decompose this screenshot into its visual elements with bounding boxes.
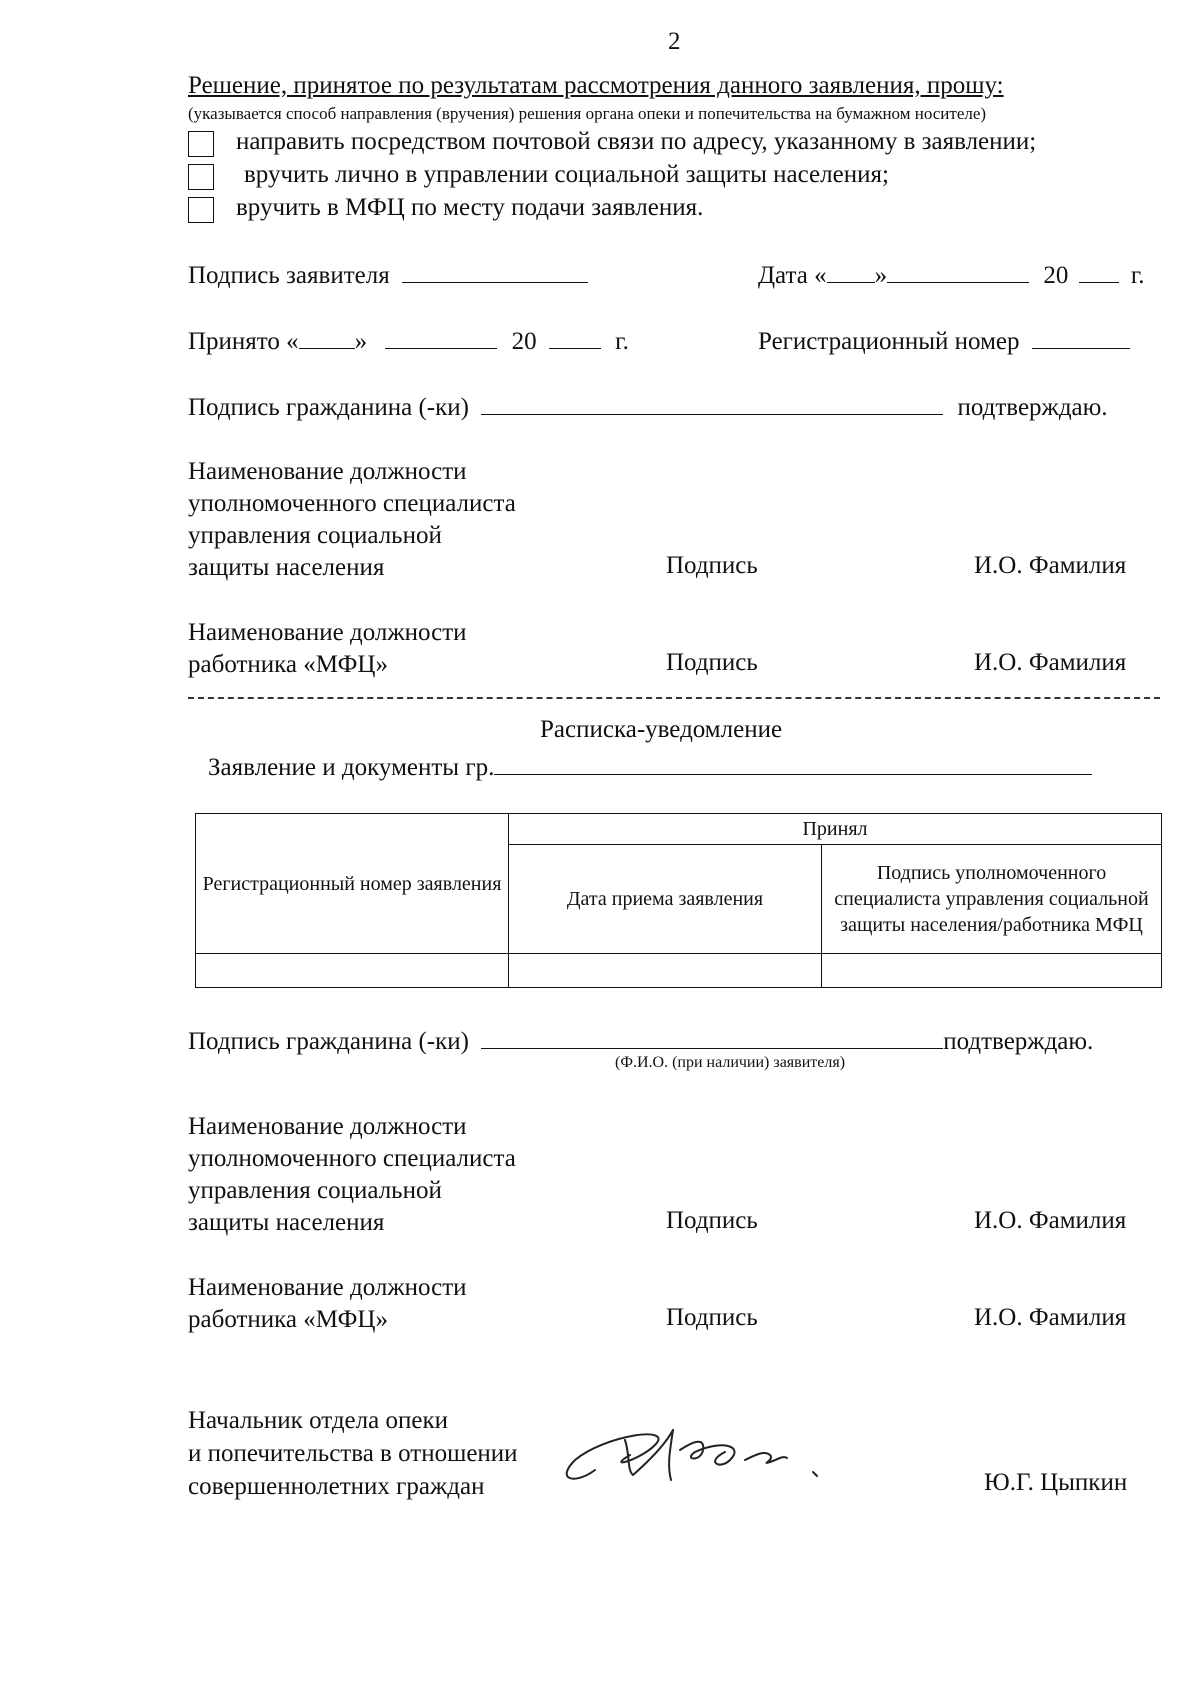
- accepted-year-blank[interactable]: [549, 324, 601, 349]
- head-line: и попечительства в отношении: [188, 1440, 518, 1467]
- option-personal-checkbox[interactable]: [188, 164, 214, 190]
- handwritten-signature: [555, 1400, 885, 1500]
- col-reg-number-header: Регистрационный номер заявления: [196, 814, 509, 954]
- confirm-label: подтверждаю.: [943, 1028, 1094, 1055]
- decision-note: (указывается способ направления (вручения) решения органа опеки и попечительства на бумажном носителе): [188, 104, 987, 123]
- specialist-line: защиты населения: [188, 1209, 385, 1236]
- page-number: 2: [668, 28, 681, 55]
- date-cell[interactable]: [509, 954, 822, 988]
- receipt-table: [195, 813, 1162, 988]
- specialist-line: уполномоченного специалиста: [188, 1145, 516, 1172]
- specialist-line: Наименование должности: [188, 458, 467, 485]
- head-position-block: [188, 1404, 518, 1503]
- date-month-blank[interactable]: [887, 258, 1029, 283]
- option-post-label: направить посредством почтовой связи по адресу, указанному в заявлении;: [236, 128, 1037, 155]
- specialist-signature-label: Подпись: [666, 552, 758, 579]
- head-name: Ю.Г. Цыпкин: [984, 1469, 1128, 1496]
- date-row: [758, 258, 1145, 290]
- decision-heading: Решение, принятое по результатам рассмотрения данного заявления, прошу:: [188, 72, 1004, 99]
- reg-number-label: Регистрационный номер: [758, 328, 1020, 355]
- mfc-line: Наименование должности: [188, 619, 467, 646]
- citizen-signature-label: Подпись гражданина (-ки): [188, 1028, 469, 1055]
- head-line: Начальник отдела опеки: [188, 1407, 448, 1434]
- mfc-line: работника «МФЦ»: [188, 651, 388, 678]
- accepted-row: [188, 324, 629, 356]
- option-post-checkbox[interactable]: [188, 131, 214, 157]
- accepted-close: »: [354, 328, 368, 355]
- specialist-name-label: И.О. Фамилия: [974, 552, 1127, 579]
- applicant-signature-label: Подпись заявителя: [188, 262, 390, 289]
- mfc-position-block-receipt: [188, 1272, 467, 1336]
- col-date-header: Дата приема заявления: [509, 845, 822, 954]
- receipt-title: Расписка-уведомление: [540, 716, 783, 743]
- table-row: [196, 954, 1162, 988]
- date-year-prefix: 20: [1043, 262, 1069, 289]
- mfc-position-block: [188, 617, 467, 681]
- specialist-line: защиты населения: [188, 554, 385, 581]
- mfc-name-label: И.О. Фамилия: [974, 649, 1127, 676]
- specialist-signature-label: Подпись: [666, 1207, 758, 1234]
- reg-number-row: [758, 324, 1130, 356]
- accepted-label: Принято «: [188, 328, 299, 355]
- citizen-signature-line-receipt[interactable]: [481, 1024, 943, 1049]
- receipt-docs-blank[interactable]: [494, 750, 1092, 775]
- mfc-signature-label: Подпись: [666, 1304, 758, 1331]
- specialist-line: управления социальной: [188, 522, 442, 549]
- option-mfc-checkbox[interactable]: [188, 197, 214, 223]
- specialist-line: управления социальной: [188, 1177, 442, 1204]
- option-personal-label: вручить лично в управлении социальной защиты населения;: [244, 161, 889, 188]
- col-signature-header: Подпись уполномоченного специалиста управления социальной защиты населения/работника МФЦ: [822, 845, 1162, 954]
- cut-line: [188, 697, 1160, 699]
- confirm-label: подтверждаю.: [957, 394, 1108, 421]
- specialist-position-block: [188, 456, 516, 584]
- date-day-blank[interactable]: [827, 258, 875, 283]
- accepted-header: Принял: [509, 814, 1162, 845]
- date-year-suffix: г.: [1130, 262, 1145, 289]
- applicant-signature-row: [188, 258, 588, 290]
- accepted-month-blank[interactable]: [385, 324, 497, 349]
- accepted-year-suffix: г.: [615, 328, 629, 355]
- citizen-signature-line[interactable]: [481, 390, 943, 415]
- mfc-name-label: И.О. Фамилия: [974, 1304, 1127, 1331]
- mfc-line: Наименование должности: [188, 1274, 467, 1301]
- head-line: совершеннолетних граждан: [188, 1473, 485, 1500]
- receipt-docs-label: Заявление и документы гр.: [208, 754, 495, 781]
- accepted-day-blank[interactable]: [299, 324, 355, 349]
- reg-number-cell[interactable]: [196, 954, 509, 988]
- mfc-line: работника «МФЦ»: [188, 1306, 388, 1333]
- mfc-signature-label: Подпись: [666, 649, 758, 676]
- date-year-blank[interactable]: [1079, 258, 1119, 283]
- receipt-docs-row: [208, 750, 1092, 782]
- specialist-line: уполномоченного специалиста: [188, 490, 516, 517]
- citizen-signature-row-top: [188, 390, 1108, 422]
- option-mfc-label: вручить в МФЦ по месту подачи заявления.: [236, 194, 704, 221]
- citizen-signature-label: Подпись гражданина (-ки): [188, 394, 469, 421]
- applicant-signature-line[interactable]: [402, 258, 588, 283]
- specialist-name-label: И.О. Фамилия: [974, 1207, 1127, 1234]
- reg-number-blank[interactable]: [1032, 324, 1130, 349]
- date-label-open: Дата «: [758, 262, 827, 289]
- fio-hint: (Ф.И.О. (при наличии) заявителя): [615, 1054, 846, 1071]
- citizen-signature-row-receipt: [188, 1024, 1093, 1056]
- specialist-line: Наименование должности: [188, 1113, 467, 1140]
- specialist-position-block-receipt: [188, 1111, 516, 1239]
- accepted-year-prefix: 20: [511, 328, 537, 355]
- signature-cell[interactable]: [822, 954, 1162, 988]
- date-label-close: »: [874, 262, 888, 289]
